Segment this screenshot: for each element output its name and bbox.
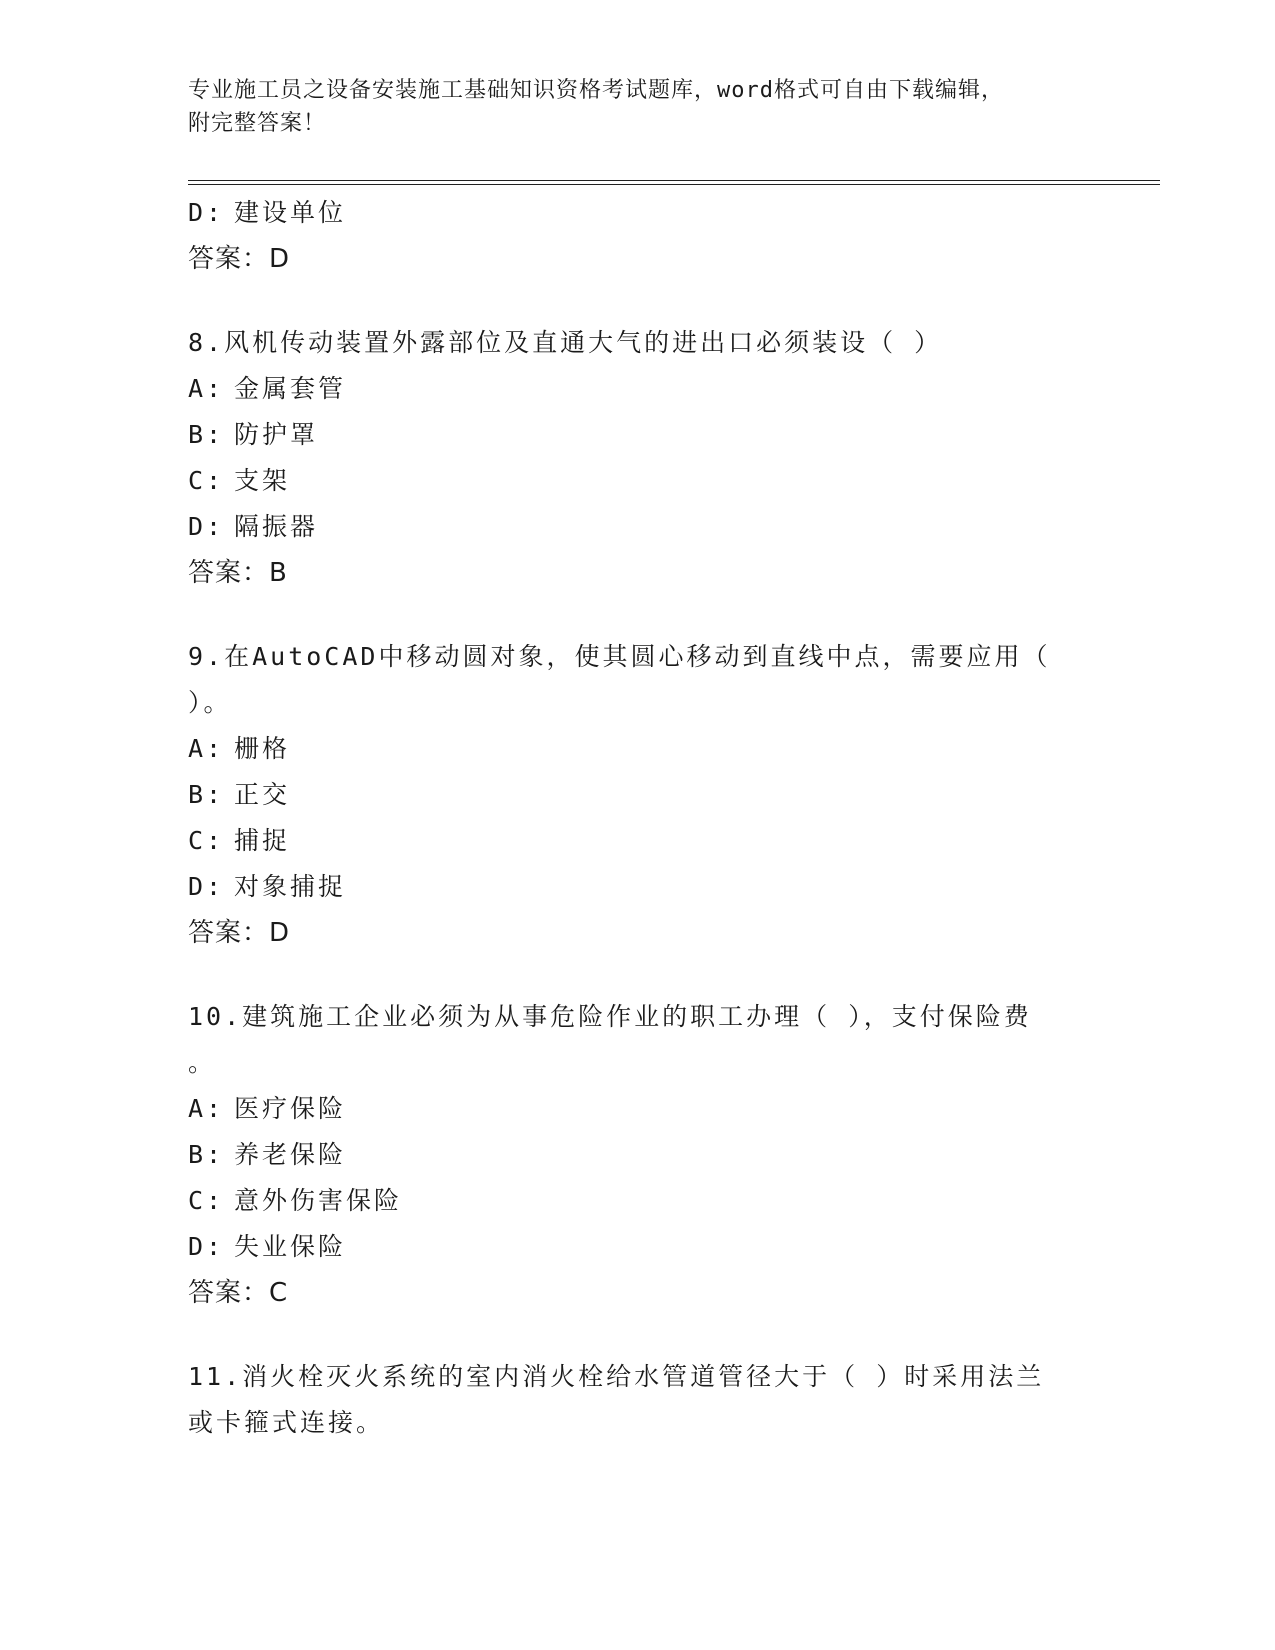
option-text: 支架	[234, 466, 291, 495]
option-c	[188, 458, 1160, 504]
option-text: 建设单位	[234, 198, 347, 227]
option-b	[188, 772, 1160, 818]
option-d	[188, 504, 1160, 550]
option-key: A:	[188, 734, 225, 763]
prev-answer: 答案：D	[188, 244, 291, 274]
question-stem	[188, 634, 1068, 726]
answer: 答案：B	[188, 558, 288, 588]
question-10	[188, 994, 1160, 1316]
question-stem-line-1: 9.在AutoCAD中移动圆对象，使其圆心移动到直线中点，需要应用（	[188, 642, 1051, 671]
document-header	[188, 74, 1088, 140]
option-key: C:	[188, 466, 225, 495]
option-key: D:	[188, 198, 225, 227]
option-d	[188, 1224, 1160, 1270]
question-stem-line-1: 8.风机传动装置外露部位及直通大气的进出口必须装设（ ）	[188, 328, 943, 357]
question-9	[188, 634, 1160, 956]
option-key: D:	[188, 872, 225, 901]
option-text: 金属套管	[234, 374, 347, 403]
option-text: 正交	[234, 780, 291, 809]
header-divider	[188, 180, 1160, 185]
option-text: 隔振器	[234, 512, 319, 541]
question-stem-line-1: 11.消火栓灭火系统的室内消火栓给水管道管径大于（ ）时采用法兰	[188, 1362, 1045, 1391]
question-stem-line-1: 10.建筑施工企业必须为从事危险作业的职工办理（ ），支付保险费	[188, 1002, 1032, 1031]
option-text: 意外伤害保险	[234, 1186, 403, 1215]
option-key: B:	[188, 780, 225, 809]
question-11	[188, 1354, 1160, 1446]
option-text: 捕捉	[234, 826, 291, 855]
option-key: B:	[188, 420, 225, 449]
option-key: D:	[188, 1232, 225, 1261]
option-a	[188, 366, 1160, 412]
option-text: 对象捕捉	[234, 872, 347, 901]
option-a	[188, 1086, 1160, 1132]
option-key: B:	[188, 1140, 225, 1169]
question-stem-line-2: ）。	[188, 688, 232, 717]
option-c	[188, 1178, 1160, 1224]
question-stem	[188, 320, 1068, 366]
question-stem	[188, 994, 1068, 1086]
option-key: A:	[188, 374, 225, 403]
answer: 答案：D	[188, 918, 291, 948]
header-line-2: 附完整答案！	[188, 111, 327, 136]
option-d	[188, 864, 1160, 910]
option-key: D:	[188, 512, 225, 541]
option-b	[188, 412, 1160, 458]
header-line-1: 专业施工员之设备安装施工基础知识资格考试题库，word格式可自由下载编辑，	[188, 78, 1004, 103]
question-content	[188, 190, 1160, 1446]
answer: 答案：C	[188, 1278, 289, 1308]
option-c	[188, 818, 1160, 864]
option-key: C:	[188, 1186, 225, 1215]
option-text: 栅格	[234, 734, 291, 763]
question-stem-line-2: 。	[188, 1048, 217, 1077]
option-text: 养老保险	[234, 1140, 347, 1169]
question-stem	[188, 1354, 1068, 1446]
option-text: 医疗保险	[234, 1094, 347, 1123]
option-b	[188, 1132, 1160, 1178]
option-a	[188, 726, 1160, 772]
question-stem-line-2: 或卡箍式连接。	[188, 1408, 385, 1437]
question-8	[188, 320, 1160, 596]
option-text: 失业保险	[234, 1232, 347, 1261]
option-key: C:	[188, 826, 225, 855]
prev-option-d	[188, 190, 1160, 236]
option-key: A:	[188, 1094, 225, 1123]
option-text: 防护罩	[234, 420, 319, 449]
